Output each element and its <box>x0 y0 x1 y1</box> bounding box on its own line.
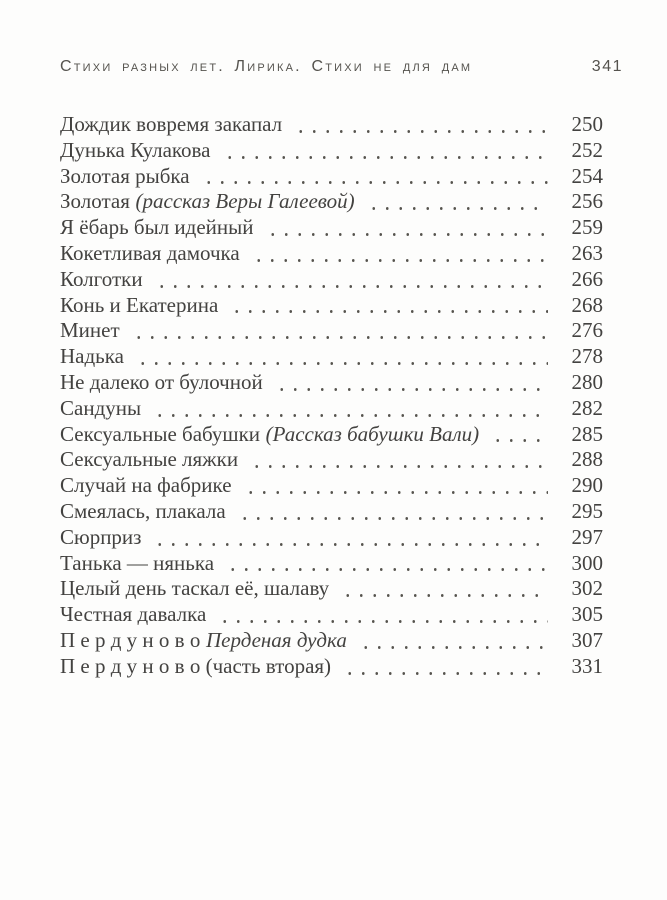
toc-entry-title-text: Смеялась, плакала <box>60 498 226 523</box>
toc-entry-title-text: Сандуны <box>60 395 142 420</box>
toc-entry-title-italic: Перденая дудка <box>205 627 347 652</box>
toc-entry <box>60 422 603 448</box>
toc-entry-title-text: Кокетливая дамочка <box>60 240 240 265</box>
toc-entry <box>60 370 603 396</box>
toc-entry <box>60 396 603 422</box>
toc-entry-page: 282 <box>571 395 603 420</box>
dot-leader <box>241 473 548 499</box>
running-header <box>60 56 623 78</box>
toc-entry <box>60 654 603 680</box>
header-page-number: 341 <box>591 58 623 75</box>
toc-entry-title-text: П е р д у н о в о <box>60 627 201 652</box>
toc-entry-title-text: Колготки <box>60 266 143 291</box>
toc-entry-page: 266 <box>571 266 603 291</box>
toc-entry-page: 305 <box>571 602 603 627</box>
toc-entry <box>60 447 603 473</box>
running-title: Стихи разных лет. Лирика. Стихи не для дам <box>60 58 473 75</box>
dot-leader <box>220 138 549 164</box>
toc-entry <box>60 499 603 525</box>
toc-entry-title-text: Целый день таскал её, шалаву <box>60 576 330 601</box>
toc-entry-title <box>60 318 120 344</box>
toc-entry <box>60 473 603 499</box>
toc-entry <box>60 241 603 267</box>
dot-leader <box>356 628 548 654</box>
toc-entry-title <box>60 112 282 138</box>
toc-list <box>60 112 603 680</box>
dot-leader <box>340 654 548 680</box>
toc-entry-title <box>60 370 263 396</box>
toc-entry-title-text: Золотая рыбка <box>60 163 190 188</box>
toc-entry <box>60 164 603 190</box>
toc-entry-title <box>60 602 206 628</box>
toc-entry-title-text: Я ёбарь был идейный <box>60 215 254 240</box>
toc-entry-title-text: П е р д у н о в о (часть вторая) <box>60 653 332 678</box>
toc-entry-title-text: Случай на фабрике <box>60 473 232 498</box>
toc-entry-title-text: Надька <box>60 344 124 369</box>
toc-entry-title-text: Честная давалка <box>60 602 207 627</box>
toc-entry-page: 307 <box>571 627 603 652</box>
toc-entry-title-text: Сексуальные ляжки <box>60 447 239 472</box>
toc-entry <box>60 112 603 138</box>
toc-entry-page: 252 <box>571 137 603 162</box>
toc-entry-title-italic: (Рассказ бабушки Вали) <box>265 421 480 446</box>
toc-entry <box>60 215 603 241</box>
toc-entry-page: 288 <box>571 447 603 472</box>
toc-entry <box>60 602 603 628</box>
toc-entry-page: 297 <box>571 524 603 549</box>
toc-entry-title-text: Золотая <box>60 189 130 214</box>
toc-entry-title <box>60 267 143 293</box>
toc-entry-title-text: Не далеко от булочной <box>60 369 263 394</box>
toc-entry-page: 278 <box>571 344 603 369</box>
toc-entry-page: 280 <box>571 369 603 394</box>
dot-leader <box>215 602 548 628</box>
toc-entry-page: 300 <box>571 550 603 575</box>
dot-leader <box>249 241 548 267</box>
dot-leader <box>338 576 548 602</box>
toc-entry <box>60 267 603 293</box>
dot-leader <box>247 447 548 473</box>
toc-entry-title <box>60 473 232 499</box>
toc-entry-page: 302 <box>571 576 603 601</box>
dot-leader <box>150 525 548 551</box>
toc-entry-page: 259 <box>571 215 603 240</box>
toc-entry-title <box>60 215 254 241</box>
toc-entry-page: 256 <box>571 189 603 214</box>
toc-entry-title <box>60 164 190 190</box>
dot-leader <box>150 396 548 422</box>
toc-entry-title <box>60 525 141 551</box>
dot-leader <box>129 318 548 344</box>
toc-entry-title <box>60 499 226 525</box>
dot-leader <box>152 267 548 293</box>
toc-entry-page: 290 <box>571 473 603 498</box>
toc-entry-page: 263 <box>571 240 603 265</box>
toc-entry-page: 295 <box>571 498 603 523</box>
toc-entry-title <box>60 344 124 370</box>
toc-entry-title <box>60 422 479 448</box>
dot-leader <box>199 164 548 190</box>
toc-entry-title-text: Дунька Кулакова <box>60 137 211 162</box>
toc-entry-title-text: Сексуальные бабушки <box>60 421 261 446</box>
dot-leader <box>272 370 548 396</box>
toc-entry-title-italic: (рассказ Веры Галеевой) <box>135 189 355 214</box>
toc-entry-page: 331 <box>571 653 603 678</box>
toc-entry-title <box>60 396 141 422</box>
dot-leader <box>291 112 548 138</box>
dot-leader <box>263 215 548 241</box>
dot-leader <box>488 422 548 448</box>
toc-entry <box>60 138 603 164</box>
toc-entry-title <box>60 189 355 215</box>
dot-leader <box>227 293 548 319</box>
toc-entry <box>60 293 603 319</box>
toc-entry-title-text: Танька — нянька <box>60 550 215 575</box>
toc-entry-title <box>60 551 214 577</box>
toc-entry-title <box>60 138 211 164</box>
toc-entry <box>60 551 603 577</box>
toc-entry-title-text: Дождик вовремя закапал <box>60 112 283 136</box>
toc-entry <box>60 318 603 344</box>
toc-entry <box>60 344 603 370</box>
toc-entry-title <box>60 576 329 602</box>
toc-entry-title-text: Минет <box>60 318 120 343</box>
toc-entry <box>60 628 603 654</box>
dot-leader <box>235 499 548 525</box>
toc-entry <box>60 525 603 551</box>
dot-leader <box>133 344 548 370</box>
toc-entry-page: 268 <box>571 292 603 317</box>
toc-entry <box>60 576 603 602</box>
toc-entry-page: 254 <box>571 163 603 188</box>
dot-leader <box>223 551 548 577</box>
toc-entry-title <box>60 447 238 473</box>
dot-leader <box>364 189 548 215</box>
toc-entry-page: 250 <box>571 112 603 136</box>
toc-entry-title <box>60 654 331 680</box>
toc-entry-page: 285 <box>571 421 603 446</box>
toc-entry-title <box>60 241 240 267</box>
toc-entry-title-text: Конь и Екатерина <box>60 292 219 317</box>
toc-entry-title <box>60 628 347 654</box>
toc-entry-title-text: Сюрприз <box>60 524 142 549</box>
toc-entry-page: 276 <box>571 318 603 343</box>
toc-entry-title <box>60 293 218 319</box>
toc-entry <box>60 189 603 215</box>
